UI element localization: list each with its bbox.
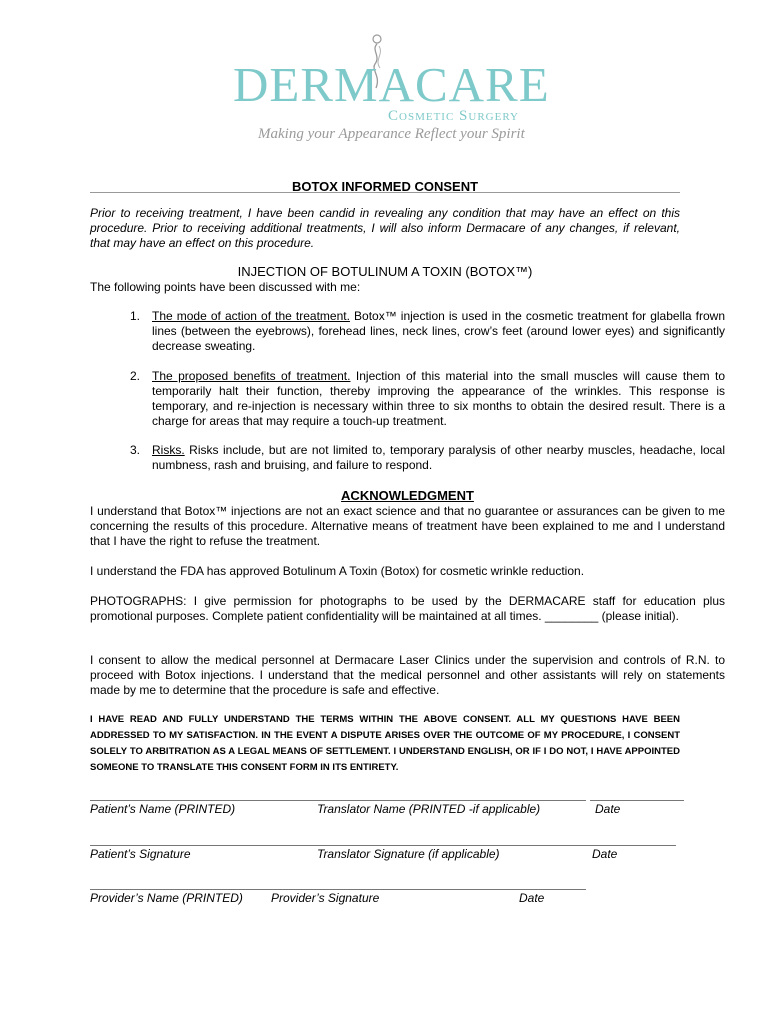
acknowledgment-heading: ACKNOWLEDGMENT: [341, 488, 474, 503]
consent-statement: I HAVE READ AND FULLY UNDERSTAND THE TERMS WITHIN THE ABOVE CONSENT. ALL MY QUESTIONS HAVE BEEN ADDRESSED TO MY SATISFACTION. IN THE EVENT A DISPUTE ARISES OVER THE OUTCOME OF MY PROCEDURE, I CONSENT SOLELY TO ARBITRATION AS A LEGAL MEANS OF SETTLEMENT. I UNDERSTAND ENGLISH, OR IF I DO NOT, I HAVE APPOINTED SOMEONE TO TRANSLATE THIS CONSENT FORM IN ITS ENTIRETY.: [90, 714, 680, 773]
ack-paragraph: I consent to allow the medical personnel at Dermacare Laser Clinics under the supervision and controls of R.N. to proceed with Botox injections. I understand that the medical personnel and other assistants will rely on statements made by me to determine that the procedure is safe and effective.: [90, 653, 725, 697]
point-number: 2.: [130, 369, 141, 383]
patient-signature-line[interactable]: [90, 845, 676, 846]
ack-paragraph: I understand the FDA has approved Botulinum A Toxin (Botox) for cosmetic wrinkle reduction.: [90, 564, 585, 578]
points-intro: The following points have been discussed with me:: [90, 280, 361, 294]
date-line-1[interactable]: [590, 800, 684, 801]
provider-signature-label: Provider’s Signature: [271, 891, 380, 905]
point-heading: The proposed benefits of treatment.: [152, 369, 351, 383]
point-item: [152, 369, 725, 429]
provider-name-label: Provider’s Name (PRINTED): [90, 891, 243, 905]
intro-paragraph: Prior to receiving treatment, I have been candid in revealing any condition that may have an effect on this procedure. Prior to receiving additional treatments, I will also inform Dermacare of any changes, if relevant, that may have an effect on this procedure.: [90, 206, 680, 250]
date-label-3: Date: [519, 891, 545, 905]
ack-paragraph: I understand that Botox™ injections are not an exact science and that no guarantee or assurances can be given to me concerning the results of this procedure. Alternative means of treatment have been explained to me and I understand that I have the right to refuse the treatment.: [90, 504, 725, 548]
patient-name-line[interactable]: [90, 800, 586, 801]
logo-tagline: Making your Appearance Reflect your Spirit: [258, 126, 525, 142]
injection-heading: INJECTION OF BOTULINUM A TOXIN (BOTOX™): [237, 264, 533, 279]
logo-brand: DERMACARE: [233, 57, 550, 112]
translator-signature-label: Translator Signature (if applicable): [317, 847, 500, 861]
point-heading: Risks.: [152, 443, 185, 457]
point-text: Injection of this material into the small muscles will cause them to temporarily halt their function, thereby improving the appearance of the wrinkles. This response is temporary, and re-injection is necessary within three to six months to obtain the desired result. There is a charge for areas that may require a touch-up treatment.: [152, 369, 725, 428]
date-label-2: Date: [592, 847, 618, 861]
patient-name-label: Patient’s Name (PRINTED): [90, 802, 236, 816]
document-title: BOTOX INFORMED CONSENT: [291, 179, 479, 194]
point-item: [152, 309, 725, 354]
point-text: Risks include, but are not limited to, temporary paralysis of other nearby muscles, headache, local numbness, rash and bruising, and failure to respond.: [152, 443, 725, 472]
point-item: [152, 443, 725, 473]
point-number: 3.: [130, 443, 141, 457]
date-label-1: Date: [595, 802, 621, 816]
ack-paragraph: PHOTOGRAPHS: I give permission for photographs to be used by the DERMACARE staff for education plus promotional purposes. Complete patient confidentiality will be maintained at all times. ________ (please initial).: [90, 594, 725, 623]
patient-signature-label: Patient’s Signature: [90, 847, 191, 861]
provider-line[interactable]: [90, 889, 586, 890]
translator-name-label: Translator Name (PRINTED -if applicable): [317, 802, 541, 816]
point-heading: The mode of action of the treatment.: [152, 309, 350, 323]
logo-subtitle: Cosmetic Surgery: [388, 108, 519, 124]
point-text: Botox™ injection is used in the cosmetic treatment for glabella frown lines (between the eyebrows), forehead lines, neck lines, crow’s feet (around lower eyes) and significantly decrease sweating.: [152, 309, 726, 353]
point-number: 1.: [130, 309, 141, 323]
